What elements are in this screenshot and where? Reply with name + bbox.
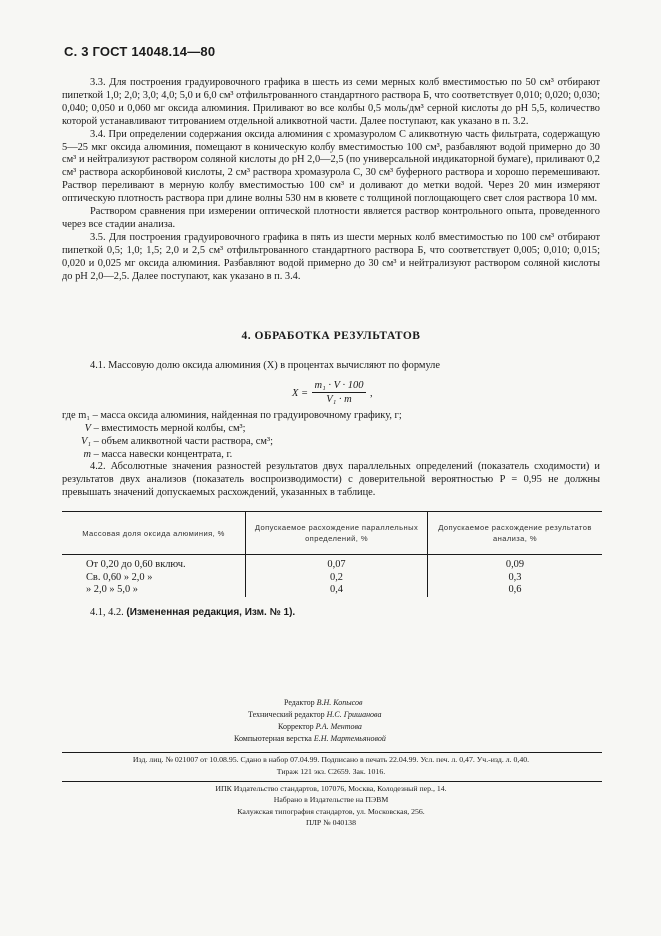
definition-row bbox=[62, 422, 402, 435]
amendment-note bbox=[90, 607, 295, 618]
cell-range: От 0,20 до 0,60 включ. bbox=[86, 559, 186, 570]
paragraph-3-4: 3.4. При определении содержания оксида алюминия с хромазуролом С аликвотную часть фильтрата, содержащую 5—25 мкг оксида алюминия, помещают в коническую колбу вместимостью 100 см³, разбавляют водой примерно до 30 см³ и нейтрализуют раствором соляной кислоты до рН 2,0—2,5 (по универсальной индикаторной бумаге), приливают 0,2 см³ раствора аскорбиновой кислоты, 2 см³ раствора хромазурола С, 30 см³ буферного раствора и хорошо перемешивают. Раствор переливают в мерную колбу вместимостью 100 см³ и доливают до метки водой. Через 20 мин измеряют оптическую плотность раствора при длине волны 530 нм в кювете с толщиной поглощающего свет слоя раствора 10 мм. bbox=[62, 128, 600, 205]
credit-role: Компьютерная верстка bbox=[234, 734, 312, 743]
credit-role: Технический редактор bbox=[248, 710, 325, 719]
imprint-line: Изд. лиц. № 021007 от 10.08.95. Сдано в набор 07.04.99. Подписано в печать 22.04.99. Усл. печ. л. 0,47. Уч.-изд. л. 0,40. bbox=[132, 755, 530, 764]
credit-person: Н.С. Гришанова bbox=[326, 710, 382, 719]
cell-analysis: 0,6 bbox=[427, 584, 602, 597]
definition-text: – масса оксида алюминия, найденная по градуировочному графику, г; bbox=[92, 410, 402, 421]
imprint-top-rule bbox=[62, 752, 602, 753]
credit-person: Е.Н. Мартемьяновой bbox=[313, 734, 386, 743]
amendment-ref: 4.1, 4.2. bbox=[90, 607, 124, 618]
definition-text: – вместимость мерной колбы, см³; bbox=[93, 423, 246, 434]
definition-text: – масса навески концентрата, г. bbox=[93, 449, 233, 460]
definition-symbol: V₁ bbox=[81, 436, 91, 447]
formula-fraction bbox=[312, 380, 366, 405]
paragraph-4-2: 4.2. Абсолютные значения разностей результатов двух параллельных определений (показатель сходимости) и результатов двух анализов (показатель воспроизводимости) с доверительной вероятностью P = 0,95 не должны превышать значений допускаемых расхождений, указанных в таблице. bbox=[62, 461, 600, 498]
publisher-footer bbox=[62, 783, 600, 828]
column-header-mass-fraction: Массовая доля оксида алюминия, % bbox=[62, 512, 246, 555]
cell-parallel: 0,4 bbox=[246, 584, 428, 597]
cell-range: » 2,0 » 5,0 » bbox=[86, 584, 138, 595]
paragraph-4-1: 4.1. Массовую долю оксида алюминия (X) в процентах вычисляют по формуле bbox=[90, 360, 440, 371]
tolerance-table bbox=[62, 511, 602, 597]
credit-editor bbox=[284, 697, 363, 709]
footer-line: ИПК Издательство стандартов, 107076, Москва, Колодезный пер., 14. bbox=[215, 784, 447, 793]
variable-definitions bbox=[62, 409, 402, 461]
credit-role: Корректор bbox=[278, 722, 314, 731]
definition-symbol: V bbox=[84, 423, 91, 434]
definition-row bbox=[62, 409, 402, 422]
formula-denominator: V₁ · m bbox=[326, 394, 352, 405]
cell-range: Св. 0,60 » 2,0 » bbox=[86, 571, 153, 583]
formula-numerator: m₁ · V · 100 bbox=[312, 380, 366, 393]
paragraph-3-5: 3.5. Для построения градуировочного графика в пять из шести мерных колб вместимостью по 100 см³ отбирают пипеткой 0,5; 1,0; 1,5; 2,0 и 2,5 см³ отфильтрованного стандартного раствора Б, что соответствует 0,005; 0,010; 0,015; 0,020 и 0,025 мг оксида алюминия. Разбавляют водой примерно до 30 см³ и нейтрализуют раствором соляной кислоты до рН 2,0—2,5. Далее поступают, как указано в п. 3.4. bbox=[62, 231, 600, 282]
definition-symbol: где m₁ bbox=[62, 410, 90, 421]
cell-analysis: 0,09 bbox=[427, 555, 602, 572]
definition-row bbox=[62, 435, 402, 448]
definition-row bbox=[62, 448, 402, 461]
amendment-text: (Измененная редакция, Изм. № 1). bbox=[126, 607, 296, 618]
credit-person: В.Н. Копысов bbox=[316, 698, 363, 707]
footer-line: Набрано в Издательстве на ПЭВМ bbox=[273, 795, 389, 805]
cell-parallel: 0,2 bbox=[246, 572, 428, 585]
table-row bbox=[62, 555, 602, 572]
credit-corrector bbox=[278, 721, 362, 733]
cell-analysis: 0,3 bbox=[427, 572, 602, 585]
formula-tail: , bbox=[370, 388, 373, 399]
credit-person: Р.А. Ментова bbox=[315, 722, 362, 731]
section-3-body bbox=[62, 77, 600, 284]
definition-text: – объем аликвотной части раствора, см³; bbox=[93, 436, 273, 447]
footer-line: Калужская типография стандартов, ул. Московская, 256. bbox=[237, 806, 425, 816]
imprint bbox=[62, 754, 600, 777]
credit-layout bbox=[234, 733, 386, 745]
credit-tech-editor bbox=[248, 709, 381, 721]
imprint-bottom-rule bbox=[62, 781, 602, 782]
imprint-line: Тираж 121 экз. С2659. Зак. 1016. bbox=[276, 766, 386, 776]
section-4-heading: 4. ОБРАБОТКА РЕЗУЛЬТАТОВ bbox=[241, 330, 421, 342]
formula-lhs: X = bbox=[292, 388, 309, 399]
footer-line: ПЛР № 040138 bbox=[306, 817, 356, 827]
credit-role: Редактор bbox=[284, 698, 315, 707]
table-row bbox=[62, 572, 602, 585]
column-header-parallel: Допускаемое расхождение параллельных определений, % bbox=[246, 512, 428, 555]
definition-symbol: m bbox=[83, 449, 91, 460]
paragraph-3-4-reference: Раствором сравнения при измерении оптической плотности является раствор контрольного опыта, проведенного через все стадии анализа. bbox=[62, 206, 600, 230]
table-header-row bbox=[62, 512, 602, 555]
cell-parallel: 0,07 bbox=[246, 555, 428, 572]
table-row bbox=[62, 584, 602, 597]
paragraph-3-3: 3.3. Для построения градуировочного графика в шесть из семи мерных колб вместимостью по 50 см³ отбирают пипеткой 1,0; 2,0; 3,0; 4,0; 5,0 и 6,0 см³ отфильтрованного стандартного раствора Б, что соответствует 0,010; 0,020; 0,030; 0,040; 0,050 и 0,060 мг оксида алюминия. Приливают во все колбы 0,5 моль/дм³ серной кислоты до рН 5,5, количество которой устанавливают титрованием отдельной аликвотной части. Далее поступают, как указано в п. 3.2. bbox=[62, 77, 600, 127]
page-header: С. 3 ГОСТ 14048.14—80 bbox=[64, 44, 216, 59]
column-header-analysis: Допускаемое расхождение результатов анализа, % bbox=[427, 512, 602, 555]
